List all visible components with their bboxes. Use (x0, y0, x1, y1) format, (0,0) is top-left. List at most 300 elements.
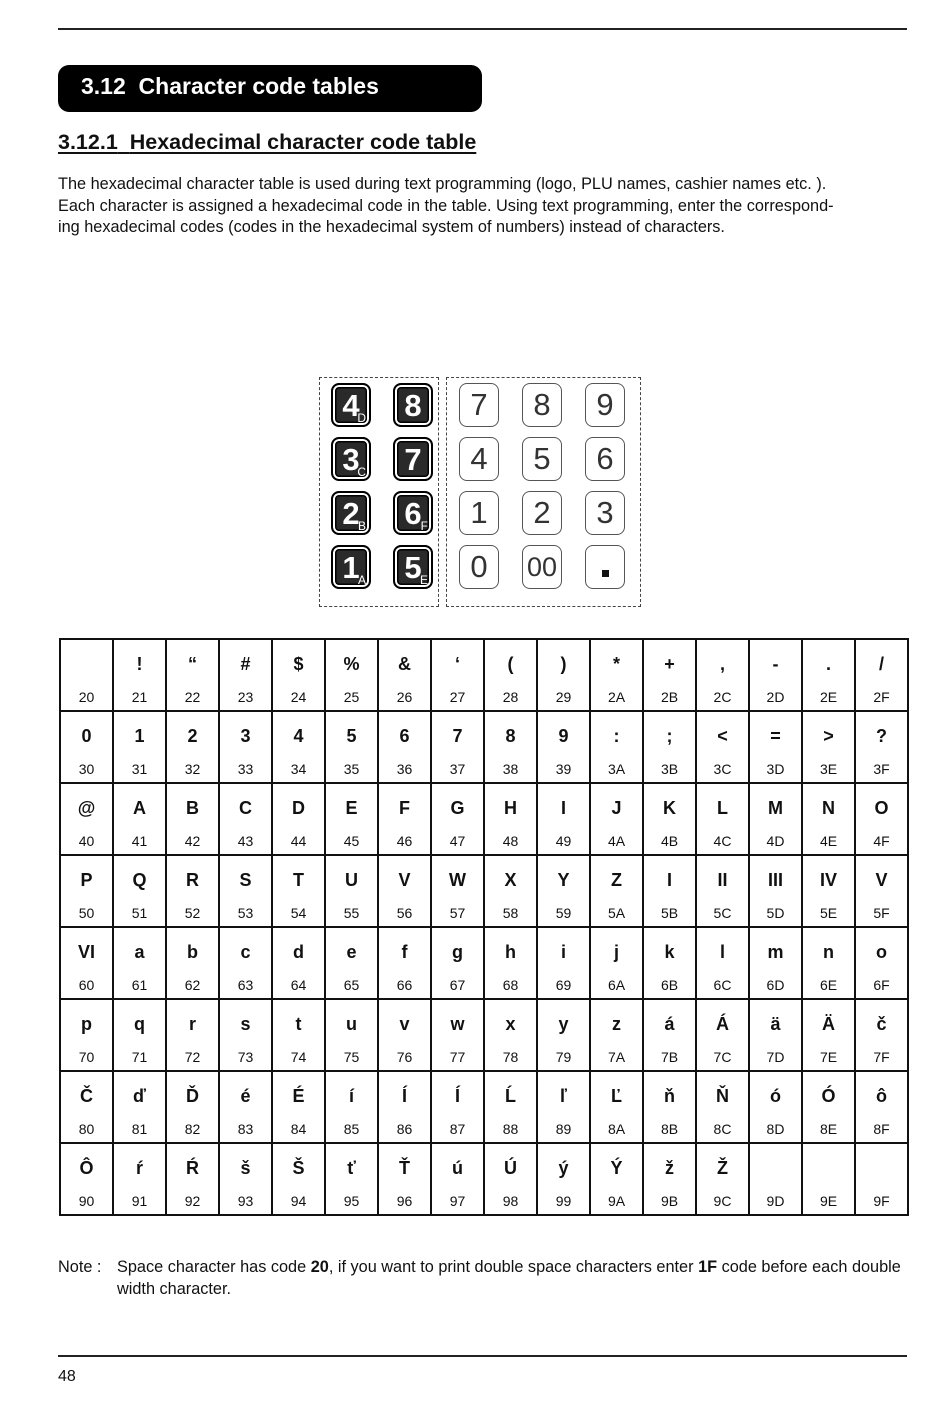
hex-code: 9A (607, 1193, 626, 1209)
hex-code: 35 (343, 761, 360, 777)
hex-code: 9B (660, 1193, 679, 1209)
code-cell (749, 783, 802, 855)
code-cell (219, 1143, 272, 1215)
hex-code: 27 (449, 689, 466, 705)
character-glyph: Y (557, 870, 570, 890)
key-digit: 1 (470, 495, 488, 530)
character-glyph: Ĺ (505, 1086, 516, 1106)
code-cell (219, 855, 272, 927)
hex-code: 21 (131, 689, 148, 705)
hex-code: 6D (766, 977, 785, 993)
hex-code: 45 (343, 833, 360, 849)
character-glyph: V (875, 870, 888, 890)
hex-code: 9E (819, 1193, 838, 1209)
code-cell (166, 855, 219, 927)
note (58, 1256, 918, 1300)
code-cell (325, 999, 378, 1071)
hex-code: 8B (660, 1121, 679, 1137)
hex-code: 4D (766, 833, 785, 849)
hex-code: 98 (502, 1193, 519, 1209)
character-glyph: * (612, 654, 620, 674)
hex-code: 54 (290, 905, 307, 921)
code-cell (749, 711, 802, 783)
character-glyph: = (770, 726, 781, 746)
character-glyph: O (874, 798, 889, 818)
character-glyph: 8 (505, 726, 516, 746)
character-glyph: Ý (610, 1158, 623, 1178)
code-cell (484, 783, 537, 855)
key-digit: 7 (470, 387, 488, 422)
code-cell (802, 1143, 855, 1215)
hex-code: 56 (396, 905, 413, 921)
character-glyph: Á (716, 1014, 729, 1034)
character-glyph: < (717, 726, 728, 746)
code-cell (643, 1071, 696, 1143)
character-glyph: I (666, 870, 672, 890)
hex-code: 85 (343, 1121, 360, 1137)
hex-code: 4F (873, 833, 890, 849)
character-glyph: Ú (504, 1158, 517, 1178)
code-cell (113, 1071, 166, 1143)
character-glyph: Ô (79, 1158, 94, 1178)
code-cell (537, 1071, 590, 1143)
code-cell (696, 855, 749, 927)
code-cell (378, 1143, 431, 1215)
character-glyph: b (187, 942, 198, 962)
hex-code: 3E (819, 761, 838, 777)
character-glyph: í (348, 1086, 354, 1106)
hex-code: 36 (396, 761, 413, 777)
code-cell (166, 783, 219, 855)
character-glyph: Ď (186, 1086, 199, 1106)
character-glyph: Q (132, 870, 147, 890)
character-glyph: H (504, 798, 517, 818)
code-cell (590, 1071, 643, 1143)
hex-code: 86 (396, 1121, 413, 1137)
numeric-key-6 (585, 437, 625, 481)
hex-code: 65 (343, 977, 360, 993)
table-row (60, 855, 908, 927)
key-digit: 4 (342, 388, 360, 423)
hex-code: 60 (78, 977, 95, 993)
code-cell (219, 999, 272, 1071)
character-glyph: G (450, 798, 465, 818)
character-glyph: ý (558, 1158, 569, 1178)
hex-code: 57 (449, 905, 466, 921)
key-digit: 6 (596, 441, 614, 476)
character-glyph: 4 (293, 726, 304, 746)
character-glyph: @ (77, 798, 96, 818)
character-glyph: ď (133, 1086, 146, 1106)
numeric-key-00 (522, 545, 562, 589)
character-glyph: m (767, 942, 784, 962)
character-glyph: ( (507, 654, 514, 674)
hex-code: 9D (766, 1193, 785, 1209)
hex-code: 4A (607, 833, 626, 849)
code-cell (325, 711, 378, 783)
character-glyph: N (822, 798, 835, 818)
hex-code: 29 (555, 689, 572, 705)
hex-code: 91 (131, 1193, 148, 1209)
code-cell (60, 1071, 113, 1143)
note-text-part: code before each double width character. (117, 1258, 901, 1298)
hex-code: 31 (131, 761, 148, 777)
hex-code: 2C (713, 689, 732, 705)
code-cell (802, 855, 855, 927)
hex-code: 3D (766, 761, 785, 777)
hex-code: 53 (237, 905, 254, 921)
character-glyph: Ó (821, 1086, 836, 1106)
hex-code: 76 (396, 1049, 413, 1065)
hex-code: 44 (290, 833, 307, 849)
table-row (60, 783, 908, 855)
hex-code: 5B (660, 905, 679, 921)
hex-key-5-e (393, 545, 433, 589)
code-cell (166, 999, 219, 1071)
hex-code: 4E (819, 833, 838, 849)
code-cell (802, 927, 855, 999)
character-glyph: ž (665, 1158, 674, 1178)
hex-code: 64 (290, 977, 307, 993)
character-glyph: c (240, 942, 251, 962)
code-cell (855, 999, 908, 1071)
code-cell (537, 1143, 590, 1215)
character-glyph: $ (293, 654, 304, 674)
character-glyph: P (80, 870, 93, 890)
character-glyph: u (346, 1014, 357, 1034)
decimal-point-key (585, 545, 625, 589)
code-cell (166, 711, 219, 783)
hex-code: 4C (713, 833, 732, 849)
code-cell (696, 639, 749, 711)
key-digit: 6 (404, 496, 422, 531)
hex-key-3-c (331, 437, 371, 481)
character-glyph: k (664, 942, 675, 962)
code-cell (590, 927, 643, 999)
character-glyph: Č (80, 1086, 93, 1106)
table-row (60, 1071, 908, 1143)
hex-key-1-a (331, 545, 371, 589)
table-row (60, 927, 908, 999)
character-glyph: ť (347, 1158, 356, 1178)
code-cell (643, 999, 696, 1071)
code-cell (643, 639, 696, 711)
code-cell (431, 711, 484, 783)
character-glyph: > (823, 726, 834, 746)
character-glyph: I (560, 798, 566, 818)
character-glyph: % (343, 654, 360, 674)
hex-code: 22 (184, 689, 201, 705)
code-cell (378, 999, 431, 1071)
code-cell (537, 783, 590, 855)
character-glyph: z (612, 1014, 621, 1034)
character-glyph: ó (770, 1086, 781, 1106)
character-glyph (750, 1157, 801, 1179)
table-row (60, 711, 908, 783)
hex-key-8 (393, 383, 433, 427)
code-cell (749, 927, 802, 999)
numeric-key-3 (585, 491, 625, 535)
hex-code: 39 (555, 761, 572, 777)
key-hex-letter: B (357, 519, 366, 533)
hex-code: 33 (237, 761, 254, 777)
key-hex-letter: A (357, 573, 366, 587)
hex-code: 70 (78, 1049, 95, 1065)
code-cell (484, 639, 537, 711)
hex-code: 6B (660, 977, 679, 993)
code-cell (749, 855, 802, 927)
key-digit: 7 (404, 442, 422, 477)
hex-code: 48 (502, 833, 519, 849)
character-glyph: w (450, 1014, 465, 1034)
code-cell (60, 711, 113, 783)
dot-icon (602, 570, 609, 577)
hex-code: 5F (873, 905, 890, 921)
character-glyph: # (240, 654, 251, 674)
hex-code: 2F (873, 689, 890, 705)
code-cell (484, 999, 537, 1071)
key-digit: 2 (342, 496, 360, 531)
character-glyph: g (452, 942, 463, 962)
code-cell (166, 1071, 219, 1143)
character-glyph: & (398, 654, 411, 674)
code-cell (484, 711, 537, 783)
code-cell (325, 1071, 378, 1143)
hex-code: 87 (449, 1121, 466, 1137)
code-cell (590, 999, 643, 1071)
hex-code: 63 (237, 977, 254, 993)
code-cell (60, 1143, 113, 1215)
character-glyph: ‘ (454, 654, 460, 674)
code-cell (855, 927, 908, 999)
code-cell (537, 855, 590, 927)
character-glyph: / (878, 654, 884, 674)
subsection-number: 3.12.1 (58, 130, 118, 154)
hex-code: 90 (78, 1193, 95, 1209)
code-cell (855, 639, 908, 711)
hex-code: 51 (131, 905, 148, 921)
code-cell (272, 855, 325, 927)
intro-line: The hexadecimal character table is used during text programming (logo, PLU names, cashier names etc. ). (58, 175, 827, 193)
code-cell (113, 639, 166, 711)
code-cell (378, 783, 431, 855)
numeric-key-group (446, 377, 641, 607)
code-cell (325, 927, 378, 999)
key-digit: 8 (404, 388, 422, 423)
code-cell (166, 1143, 219, 1215)
hex-code: 9C (713, 1193, 732, 1209)
hex-code-table (59, 638, 909, 1216)
code-cell (643, 711, 696, 783)
character-glyph: L (717, 798, 728, 818)
hex-code: 88 (502, 1121, 519, 1137)
hex-code: 50 (78, 905, 95, 921)
hex-code: 5D (766, 905, 785, 921)
code-cell (325, 855, 378, 927)
character-glyph: e (346, 942, 357, 962)
character-glyph: o (876, 942, 887, 962)
character-glyph: III (767, 870, 783, 890)
code-cell (219, 927, 272, 999)
code-cell (272, 1071, 325, 1143)
hex-code: 71 (131, 1049, 148, 1065)
hex-code: 3B (660, 761, 679, 777)
character-glyph: “ (188, 654, 197, 674)
code-cell (537, 639, 590, 711)
numeric-key-8 (522, 383, 562, 427)
character-glyph: C (239, 798, 252, 818)
character-glyph: j (613, 942, 619, 962)
code-cell (272, 999, 325, 1071)
hex-code: 5A (607, 905, 626, 921)
character-glyph: š (240, 1158, 251, 1178)
code-cell (749, 999, 802, 1071)
code-cell (855, 783, 908, 855)
key-hex-letter: C (357, 465, 366, 479)
top-rule (58, 28, 907, 30)
character-glyph: E (345, 798, 358, 818)
hex-code: 62 (184, 977, 201, 993)
hex-code: 9F (873, 1193, 890, 1209)
character-glyph: F (399, 798, 410, 818)
key-digit: 3 (342, 442, 360, 477)
hex-code: 96 (396, 1193, 413, 1209)
character-glyph: r (188, 1014, 196, 1034)
hex-code: 49 (555, 833, 572, 849)
character-glyph: ŕ (135, 1158, 143, 1178)
character-glyph: + (664, 654, 675, 674)
code-cell (378, 639, 431, 711)
code-cell (431, 1143, 484, 1215)
hex-code: 82 (184, 1121, 201, 1137)
hex-key-6-f (393, 491, 433, 535)
table-row (60, 1143, 908, 1215)
character-glyph: i (560, 942, 566, 962)
hex-code: 8C (713, 1121, 732, 1137)
code-cell (431, 999, 484, 1071)
key-hex-letter: E (419, 573, 428, 587)
code-cell (696, 999, 749, 1071)
character-glyph: VI (77, 942, 95, 962)
hex-code: 97 (449, 1193, 466, 1209)
intro-line: ing hexadecimal codes (codes in the hexadecimal system of numbers) instead of characters. (58, 218, 725, 236)
key-digit: 0 (470, 549, 488, 584)
hex-code: 2E (819, 689, 838, 705)
code-cell (537, 927, 590, 999)
character-glyph: 3 (240, 726, 251, 746)
code-cell (166, 927, 219, 999)
section-title: Character code tables (138, 73, 379, 99)
code-cell (60, 855, 113, 927)
hex-code: 26 (396, 689, 413, 705)
hex-code: 93 (237, 1193, 254, 1209)
code-cell (802, 999, 855, 1071)
code-cell (113, 711, 166, 783)
character-glyph: č (876, 1014, 887, 1034)
character-glyph: Ť (399, 1158, 410, 1178)
hex-code: 24 (290, 689, 307, 705)
hex-code: 47 (449, 833, 466, 849)
code-cell (590, 783, 643, 855)
hex-code: 80 (78, 1121, 95, 1137)
numeric-key-4 (459, 437, 499, 481)
code-cell (113, 1143, 166, 1215)
code-cell (431, 639, 484, 711)
hex-code: 25 (343, 689, 360, 705)
hex-code: 46 (396, 833, 413, 849)
key-digit: 1 (342, 550, 360, 585)
code-cell (60, 783, 113, 855)
character-glyph: Z (611, 870, 622, 890)
hex-code: 3F (873, 761, 890, 777)
character-glyph: Í (401, 1086, 407, 1106)
character-glyph: Ľ (611, 1086, 622, 1106)
hex-code: 55 (343, 905, 360, 921)
character-glyph: Ž (717, 1158, 728, 1178)
hex-code: 78 (502, 1049, 519, 1065)
keypad-diagram (319, 377, 642, 609)
key-digit: 4 (470, 441, 488, 476)
hex-code: 30 (78, 761, 95, 777)
code-cell (219, 711, 272, 783)
code-cell (272, 1143, 325, 1215)
hex-code: 7C (713, 1049, 732, 1065)
hex-code: 4B (660, 833, 679, 849)
hex-code: 8E (819, 1121, 838, 1137)
code-cell (643, 1143, 696, 1215)
code-cell (484, 1143, 537, 1215)
code-cell (325, 639, 378, 711)
code-cell (802, 639, 855, 711)
key-digit: 5 (404, 550, 422, 585)
code-cell (802, 783, 855, 855)
numeric-key-0 (459, 545, 499, 589)
hex-code: 6F (873, 977, 890, 993)
hex-code: 7B (660, 1049, 679, 1065)
character-glyph: 7 (452, 726, 463, 746)
character-glyph: A (133, 798, 146, 818)
numeric-key-7 (459, 383, 499, 427)
code-cell (590, 855, 643, 927)
character-glyph: Í (454, 1086, 460, 1106)
character-glyph: v (399, 1014, 410, 1034)
hex-code: 6E (819, 977, 838, 993)
code-cell (431, 783, 484, 855)
character-glyph: f (401, 942, 408, 962)
hex-code: 23 (237, 689, 254, 705)
character-glyph: n (823, 942, 834, 962)
hex-code: 8A (607, 1121, 626, 1137)
numeric-key-2 (522, 491, 562, 535)
code-cell (325, 783, 378, 855)
hex-code: 32 (184, 761, 201, 777)
code-cell (537, 999, 590, 1071)
character-glyph (856, 1157, 907, 1179)
code-cell (643, 927, 696, 999)
code-cell (378, 1071, 431, 1143)
character-glyph: á (664, 1014, 675, 1034)
intro-line: Each character is assigned a hexadecimal code in the table. Using text programming, enter the correspond- (58, 196, 834, 215)
hex-code: 52 (184, 905, 201, 921)
code-cell (272, 927, 325, 999)
character-glyph: t (295, 1014, 302, 1034)
character-glyph: ň (664, 1086, 675, 1106)
section-number: 3.12 (81, 73, 126, 99)
hex-code: 68 (502, 977, 519, 993)
code-cell (431, 855, 484, 927)
hex-code: 83 (237, 1121, 254, 1137)
character-glyph: Ŕ (186, 1158, 199, 1178)
